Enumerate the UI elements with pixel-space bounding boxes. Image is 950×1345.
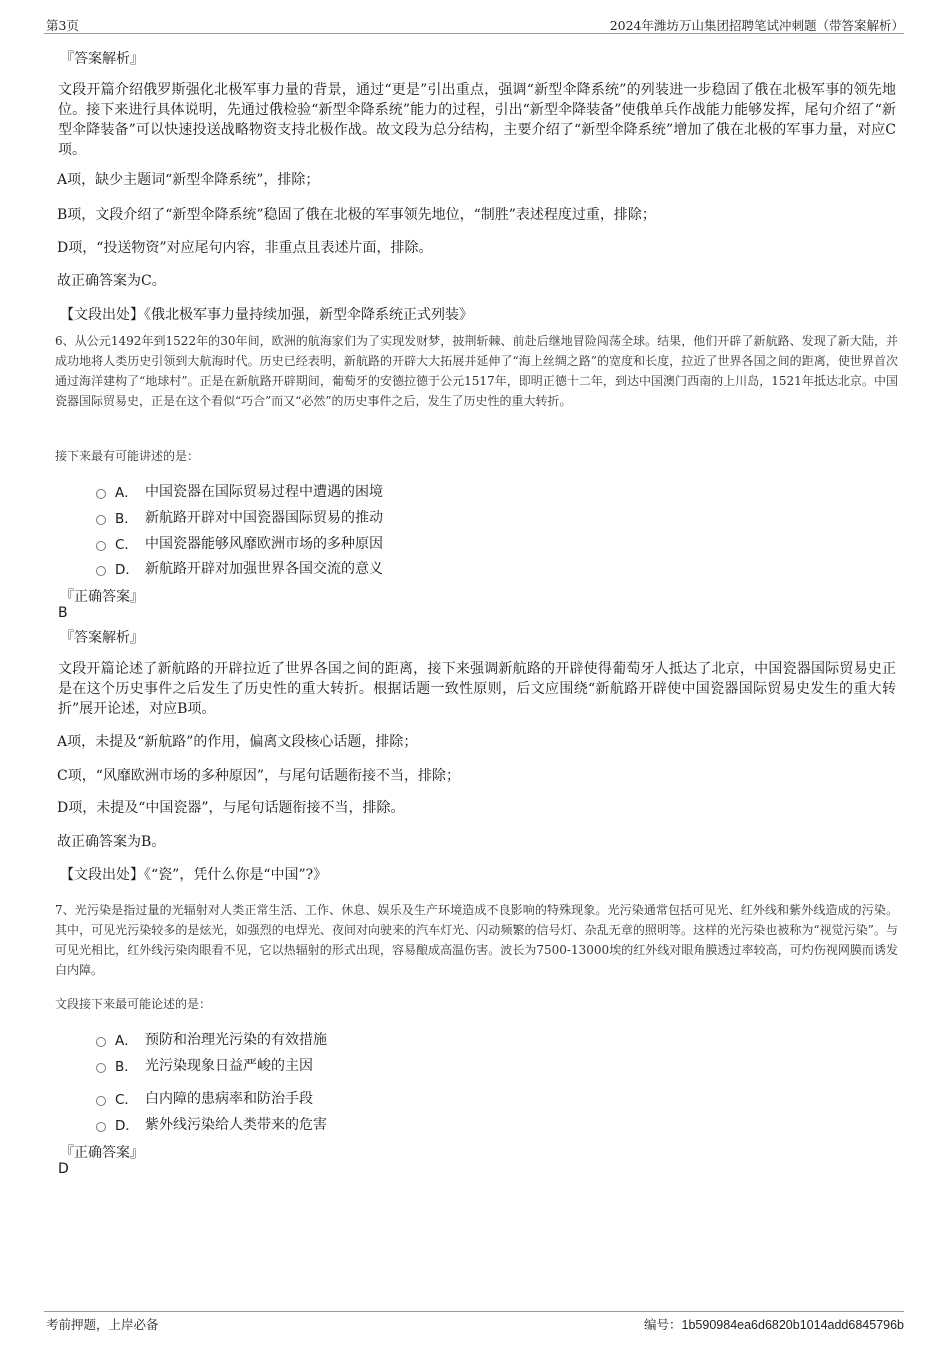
q6-prompt: 接下来最有可能讲述的是：: [55, 449, 200, 463]
q5-analysis-line-d: D项，“投送物资”对应尾句内容，非重点且表述片面，排除。: [57, 240, 433, 256]
q6-option-d[interactable]: [96, 558, 383, 578]
option-text: 中国瓷器在国际贸易过程中遭遇的困境: [145, 484, 383, 500]
header-divider: [44, 33, 904, 34]
q6-answer: B: [58, 605, 68, 621]
footer-slogan: 考前押题，上岸必备: [46, 1317, 159, 1332]
option-text: 预防和治理光污染的有效措施: [145, 1032, 327, 1048]
q7-option-d[interactable]: [96, 1114, 327, 1134]
radio-icon[interactable]: [96, 515, 106, 525]
q5-source: 【文段出处】《俄北极军事力量持续加强，新型伞降系统正式列装》: [60, 307, 473, 323]
q7-answer-label: 『正确答案』: [60, 1145, 144, 1161]
q6-analysis-line-a: A项，未提及“新航路”的作用，偏离文段核心话题，排除；: [57, 734, 418, 750]
footer-divider: [44, 1311, 904, 1312]
option-letter: A．: [115, 1033, 138, 1049]
option-letter: B．: [115, 1059, 138, 1075]
q6-answer-label: 『正确答案』: [60, 589, 144, 605]
radio-icon[interactable]: [96, 1122, 106, 1132]
q5-analysis-line-b: B项，文段介绍了“新型伞降系统”稳固了俄在北极的军事领先地位，“制胜”表述程度过重，排除；: [57, 207, 656, 223]
option-letter: C．: [115, 1092, 138, 1108]
footer-code-value: 1b590984ea6d6820b1014add6845796b: [681, 1318, 904, 1332]
option-text: 新航路开辟对中国瓷器国际贸易的推动: [145, 510, 383, 526]
option-text: 紫外线污染给人类带来的危害: [145, 1117, 327, 1133]
q6-option-a[interactable]: [96, 481, 383, 501]
q7-answer: D: [58, 1161, 69, 1177]
radio-icon[interactable]: [96, 1063, 106, 1073]
q6-source: 【文段出处】《“瓷”，凭什么你是“中国”?》: [60, 867, 328, 883]
radio-icon[interactable]: [96, 541, 106, 551]
q6-analysis-label: 『答案解析』: [60, 630, 144, 646]
option-text: 中国瓷器能够风靡欧洲市场的多种原因: [145, 536, 383, 552]
radio-icon[interactable]: [96, 1037, 106, 1047]
option-letter: D．: [115, 1118, 139, 1134]
option-text: 新航路开辟对加强世界各国交流的意义: [145, 561, 383, 577]
q6-question: 6、从公元1492年到1522年的30年间，欧洲的航海家们为了实现发财梦，披荆斩棘、前赴后继地冒险闯荡全球。结果，他们开辟了新航路、发现了新大陆，并成功地将人类历史引领到大航海时代。历史已经表明，新航路的开辟大大拓展并延伸了“海上丝绸之路”的宽度和长度，拉近了世界各国之间的距离，使世界首次通过海洋建构了“地球村”。正是在新航路开辟期间，葡萄牙的安德拉德于公元1517年，即明正德十二年，到达中国澳门西南的上川岛，1521年抵达北京。中国瓷器国际贸易史，正是在这个看似“巧合”而又“必然”的历史事件之后，发生了历史性的重大转折。: [55, 334, 898, 408]
q7-prompt: 文段接下来最可能论述的是：: [55, 997, 212, 1011]
q6-analysis: 文段开篇论述了新航路的开辟拉近了世界各国之间的距离，接下来强调新航路的开辟使得葡萄牙人抵达了北京，中国瓷器国际贸易史正是在这个历史事件之后发生了历史性的重大转折。根据话题一致性原则，后文应围绕“新航路开辟使中国瓷器国际贸易史发生的重大转折”展开论述，对应B项。: [58, 661, 896, 717]
option-text: 白内障的患病率和防治手段: [145, 1091, 313, 1107]
q7-option-a[interactable]: [96, 1029, 327, 1049]
q6-analysis-line-d: D项，未提及“中国瓷器”，与尾句话题衔接不当，排除。: [57, 800, 405, 816]
q5-conclusion: 故正确答案为C。: [57, 273, 166, 289]
radio-icon[interactable]: [96, 566, 106, 576]
footer-code: [644, 1315, 904, 1333]
q7-option-c[interactable]: [96, 1088, 313, 1108]
q6-option-b[interactable]: [96, 507, 383, 527]
option-letter: A．: [115, 485, 138, 501]
option-text: 光污染现象日益严峻的主因: [145, 1058, 313, 1074]
page-number: 第3页: [46, 18, 79, 33]
option-letter: B．: [115, 511, 138, 527]
q5-analysis: 文段开篇介绍俄罗斯强化北极军事力量的背景，通过“更是”引出重点，强调“新型伞降系统”的列装进一步稳固了俄在北极军事的领先地位。接下来进行具体说明，先通过俄检验“新型伞降系统”能力的过程，引出“新型伞降装备”使俄单兵作战能力能够发挥，尾句介绍了“新型伞降装备”可以快速投送战略物资支持北极作战。故文段为总分结构，主要介绍了“新型伞降系统”增加了俄在北极的军事力量，对应C项。: [58, 82, 896, 158]
document-title: 2024年潍坊万山集团招聘笔试冲刺题（带答案解析）: [609, 18, 904, 33]
q6-analysis-line-c: C项，“风靡欧洲市场的多种原因”，与尾句话题衔接不当，排除；: [57, 768, 461, 784]
radio-icon[interactable]: [96, 489, 106, 499]
q5-analysis-line-a: A项，缺少主题词“新型伞降系统”，排除；: [57, 172, 320, 188]
option-letter: C．: [115, 537, 138, 553]
q6-conclusion: 故正确答案为B。: [57, 834, 166, 850]
q7-question: 7、光污染是指过量的光辐射对人类正常生活、工作、休息、娱乐及生产环境造成不良影响的特殊现象。光污染通常包括可见光、红外线和紫外线造成的污染。其中，可见光污染较多的是炫光，如强烈的电焊光、夜间对向驶来的汽车灯光、闪动频繁的信号灯、杂乱无章的照明等。这样的光污染也被称为“视觉污染”。与可见光相比，红外线污染肉眼看不见，它以热辐射的形式出现，容易酿成高温伤害。波长为7500-13000埃的红外线对眼角膜透过率较高，可灼伤视网膜而诱发白内障。: [55, 903, 898, 977]
q6-option-c[interactable]: [96, 533, 383, 553]
q7-option-b[interactable]: [96, 1055, 313, 1075]
option-letter: D．: [115, 562, 139, 578]
footer-code-label: 编号：: [644, 1317, 682, 1332]
radio-icon[interactable]: [96, 1096, 106, 1106]
q5-analysis-label: 『答案解析』: [60, 51, 144, 67]
